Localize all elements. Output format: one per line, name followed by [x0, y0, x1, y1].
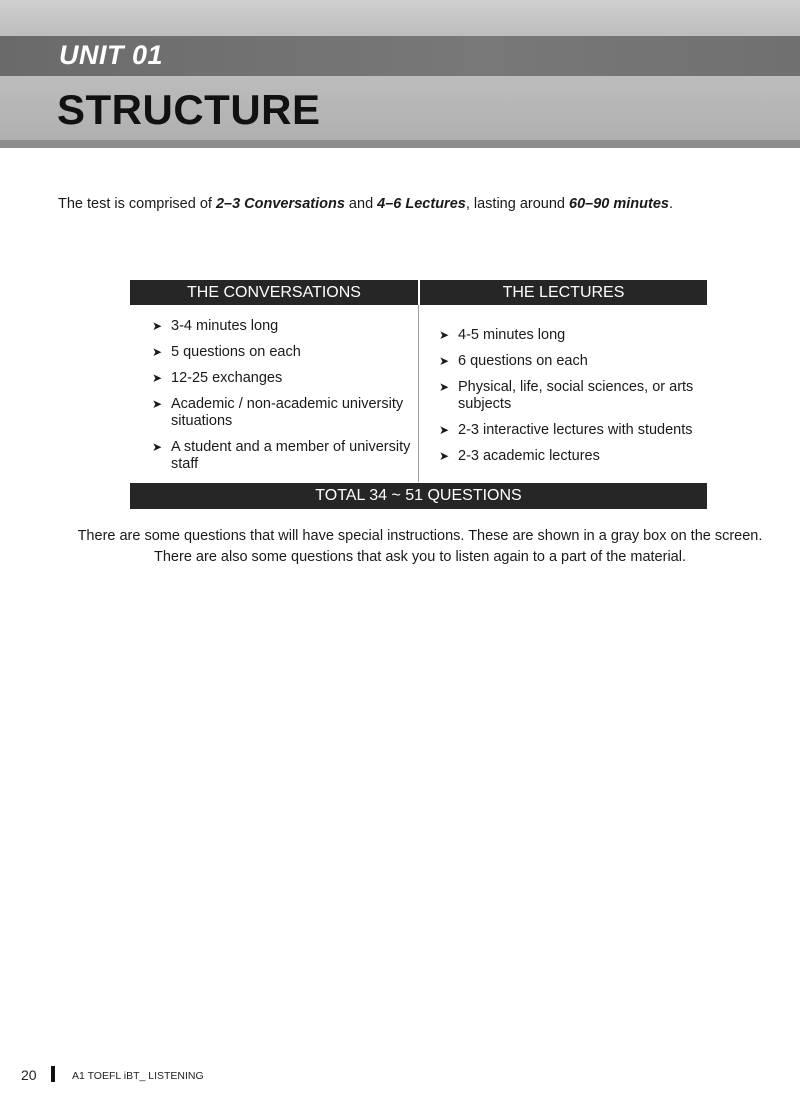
list-item-text: 12-25 exchanges: [171, 370, 283, 386]
conversations-list: [152, 318, 414, 482]
special-instructions-note: There are some questions that will have special instructions. These are shown in a gray box on the screen.: [77, 528, 763, 544]
arrow-bullet-icon: ➤: [439, 354, 450, 368]
arrow-bullet-icon: ➤: [439, 328, 450, 342]
list-item: [152, 439, 414, 473]
listen-again-note: There are also some questions that ask you to listen again to a part of the material.: [154, 549, 686, 565]
intro-lasting: , lasting around: [465, 196, 570, 212]
footer-divider: [51, 1066, 55, 1082]
book-title: A1 TOEFL iBT_ LISTENING: [72, 1070, 204, 1082]
list-item-text: 2-3 academic lectures: [458, 448, 600, 464]
intro-and: and: [344, 196, 378, 212]
list-item-text: Academic / non-academic university situations: [171, 396, 404, 429]
list-item-text: 5 questions on each: [171, 344, 301, 360]
list-item: [152, 318, 414, 335]
list-item-text: 4-5 minutes long: [458, 327, 566, 343]
intro-duration: 60–90 minutes: [569, 196, 669, 212]
list-item: [439, 327, 701, 344]
list-item: [152, 396, 414, 430]
list-item: [152, 344, 414, 361]
list-item-text: 6 questions on each: [458, 353, 588, 369]
arrow-bullet-icon: ➤: [439, 449, 450, 463]
intro-suffix: .: [668, 196, 673, 212]
intro-sentence: [58, 196, 673, 212]
list-item: [152, 370, 414, 387]
list-item-text: A student and a member of university staff: [171, 439, 411, 472]
list-item: [439, 353, 701, 370]
unit-header: [0, 0, 800, 148]
page-number: 20: [21, 1067, 37, 1083]
list-item: [439, 379, 701, 413]
column-divider: [418, 305, 419, 482]
list-item-text: 2-3 interactive lectures with students: [458, 422, 693, 438]
arrow-bullet-icon: ➤: [152, 440, 163, 454]
list-item: [439, 422, 701, 439]
arrow-bullet-icon: ➤: [439, 423, 450, 437]
arrow-bullet-icon: ➤: [152, 319, 163, 333]
intro-lectures: 4–6 Lectures: [377, 196, 466, 212]
structure-table: [130, 280, 707, 510]
lectures-list: [439, 327, 701, 474]
list-item-text: 3-4 minutes long: [171, 318, 279, 334]
header-top-band: [0, 0, 800, 36]
arrow-bullet-icon: ➤: [439, 380, 450, 394]
conversations-header: THE CONVERSATIONS: [130, 280, 418, 305]
page-title: STRUCTURE: [57, 86, 321, 133]
total-questions-bar: TOTAL 34 ~ 51 QUESTIONS: [130, 483, 707, 509]
intro-prefix: The test is comprised of: [58, 196, 216, 212]
unit-label: UNIT 01: [59, 40, 164, 70]
list-item-text: Physical, life, social sciences, or arts subjects: [458, 379, 694, 412]
header-bottom-band: [0, 140, 800, 148]
lectures-header: THE LECTURES: [420, 280, 707, 305]
arrow-bullet-icon: ➤: [152, 371, 163, 385]
arrow-bullet-icon: ➤: [152, 345, 163, 359]
arrow-bullet-icon: ➤: [152, 397, 163, 411]
intro-conversations: 2–3 Conversations: [215, 196, 345, 212]
list-item: [439, 448, 701, 465]
